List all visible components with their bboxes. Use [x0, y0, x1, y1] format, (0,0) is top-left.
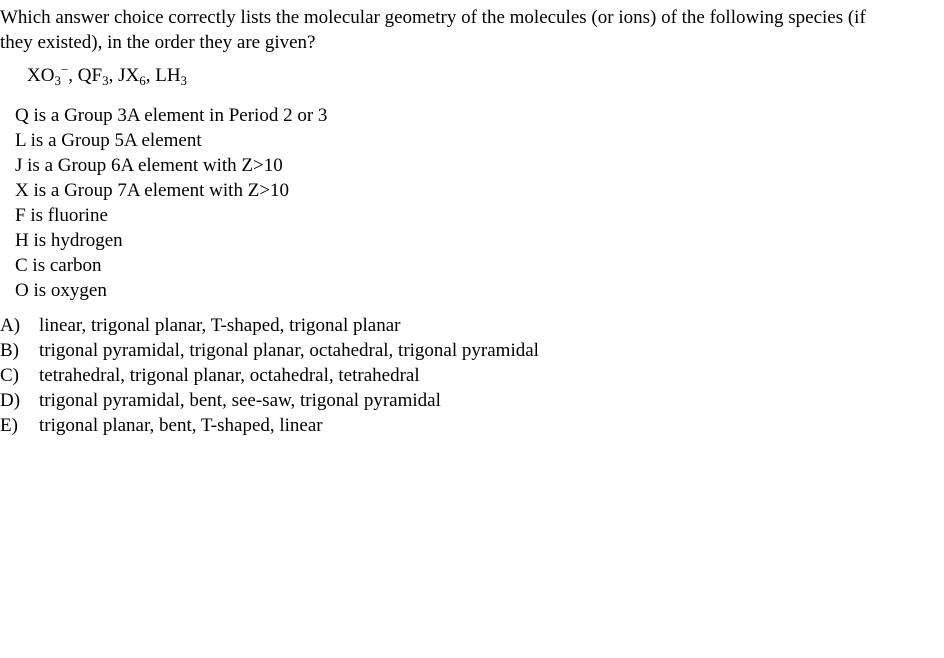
species-list	[27, 63, 187, 88]
legend-item: F is fluorine	[15, 205, 108, 226]
answer-choice-e[interactable]	[0, 413, 539, 438]
legend-item: J is a Group 6A element with Z>10	[15, 155, 283, 176]
species-formula: $QF_3$	[77, 65, 109, 88]
answer-choice-d[interactable]	[0, 388, 539, 413]
legend-item: Q is a Group 3A element in Period 2 or 3	[15, 105, 328, 126]
species-separator: ,	[145, 65, 156, 86]
choice-letter: C)	[0, 365, 19, 386]
choice-text: trigonal pyramidal, bent, see-saw, trigonal pyramidal	[39, 390, 441, 411]
species-formula: $JX_6$	[118, 65, 146, 88]
choice-letter: A)	[0, 315, 21, 336]
species-separator: ,	[68, 65, 78, 86]
answer-choices	[0, 313, 539, 438]
legend-item: X is a Group 7A element with Z>10	[15, 180, 290, 201]
choice-text: tetrahedral, trigonal planar, octahedral, tetrahedral	[39, 365, 420, 386]
species-formula: $XO_3^-$	[27, 62, 69, 88]
legend-item: C is carbon	[15, 255, 102, 276]
choice-text: trigonal planar, bent, T-shaped, linear	[39, 415, 323, 436]
legend-item: O is oxygen	[15, 280, 107, 301]
question-text: Which answer choice correctly lists the molecular geometry of the molecules (or ions) of the following species (if they existed), in the order they are given?	[0, 7, 866, 53]
choice-text: trigonal pyramidal, trigonal planar, octahedral, trigonal pyramidal	[39, 340, 539, 361]
species-formula: $LH_3$	[155, 65, 188, 88]
legend-item: L is a Group 5A element	[15, 130, 202, 151]
species-separator: ,	[108, 65, 119, 86]
choice-letter: E)	[0, 415, 18, 436]
choice-letter: B)	[0, 340, 19, 361]
answer-choice-c[interactable]	[0, 363, 539, 388]
choice-letter: D)	[0, 390, 21, 411]
choice-text: linear, trigonal planar, T-shaped, trigonal planar	[39, 315, 401, 336]
element-legend	[15, 103, 327, 303]
legend-item: H is hydrogen	[15, 230, 123, 251]
answer-choice-a[interactable]	[0, 313, 539, 338]
answer-choice-b[interactable]	[0, 338, 539, 363]
